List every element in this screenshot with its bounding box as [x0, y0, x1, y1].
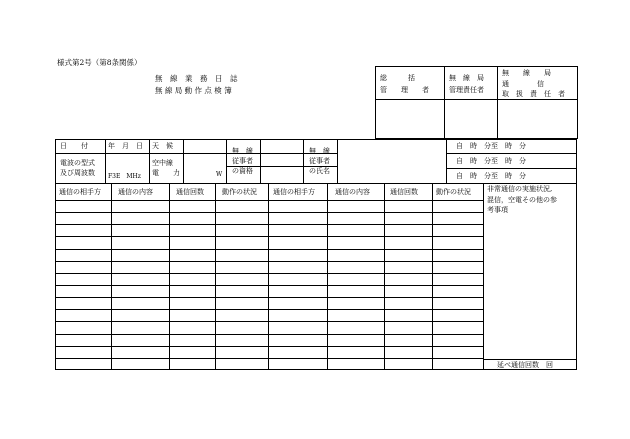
wave-value: F3E MHz — [108, 173, 141, 180]
header-status-2: 動作の状況 — [436, 188, 471, 196]
tsushin-label-1: 無 線 局 — [502, 69, 551, 77]
header-partner-2: 通信の相手方 — [273, 188, 315, 196]
operator-qual-label-3: の資格 — [232, 167, 253, 175]
time-row-3: 自 時 分至 時 分 — [456, 172, 526, 180]
form-number: 様式第2号（第8条関係） — [57, 58, 142, 67]
title-line-2: 無 線 局 動 作 点 検 簿 — [155, 86, 232, 95]
kanrisha-label: 管 理 者 — [380, 86, 429, 94]
header-content-2: 通信の内容 — [335, 188, 370, 196]
wave-type-label-2: 及び周波数 — [60, 169, 95, 177]
operator-name-label-3: の氏名 — [309, 167, 330, 175]
table-row-line — [55, 236, 483, 237]
weather-label: 天 候 — [152, 142, 173, 150]
ymd-label: 年 月 日 — [108, 142, 143, 150]
title-line-1: 無 線 業 務 日 誌 — [155, 74, 238, 83]
table-row-line — [55, 224, 483, 225]
musenkyoku-label: 無 線 局 — [449, 74, 484, 82]
time-row-2: 自 時 分至 時 分 — [456, 157, 526, 165]
notes-header-line-2: 混信，空電その他の参 — [487, 196, 557, 204]
header-partner-1: 通信の相手方 — [59, 188, 101, 196]
header-count-1: 通信回数 — [176, 188, 204, 196]
kanri-sekininsha-label: 管理責任者 — [449, 86, 484, 94]
table-row-line — [55, 273, 483, 274]
operator-name-label-2: 従事者 — [309, 157, 330, 165]
date-label: 日 付 — [60, 142, 88, 150]
table-row-line — [55, 358, 483, 359]
notes-header-line-1: 非常通信の実施状況, — [487, 185, 553, 193]
operator-qual-label-1: 無 線 — [232, 147, 253, 155]
table-row-line — [55, 297, 483, 298]
header-content-1: 通信の内容 — [118, 188, 153, 196]
header-count-2: 通信回数 — [390, 188, 418, 196]
wave-type-label-1: 電波の型式 — [60, 159, 95, 167]
antenna-label-2: 電 力 — [152, 169, 180, 177]
notes-header-line-3: 考事項 — [487, 206, 508, 214]
table-row-line — [55, 249, 483, 250]
operator-name-label-1: 無 線 — [309, 147, 330, 155]
antenna-label-1: 空中線 — [152, 159, 173, 167]
table-row-line — [55, 309, 483, 310]
table-row-line — [55, 212, 483, 213]
tsushin-label-2: 通 信 — [502, 80, 544, 88]
sokatsu-label: 総 括 — [380, 74, 415, 82]
time-row-1: 自 時 分至 時 分 — [456, 142, 526, 150]
watt-unit: W — [216, 171, 223, 178]
operator-qual-label-2: 従事者 — [232, 157, 253, 165]
table-row-line — [55, 285, 483, 286]
table-row-line — [55, 346, 483, 347]
table-row-line — [55, 321, 483, 322]
table-row-line — [55, 261, 483, 262]
total-count-label: 延べ通信回数 回 — [497, 361, 553, 369]
table-row-line — [55, 334, 483, 335]
tsushin-label-3: 取 扱 責 任 者 — [502, 90, 565, 98]
header-status-1: 動作の状況 — [222, 188, 257, 196]
